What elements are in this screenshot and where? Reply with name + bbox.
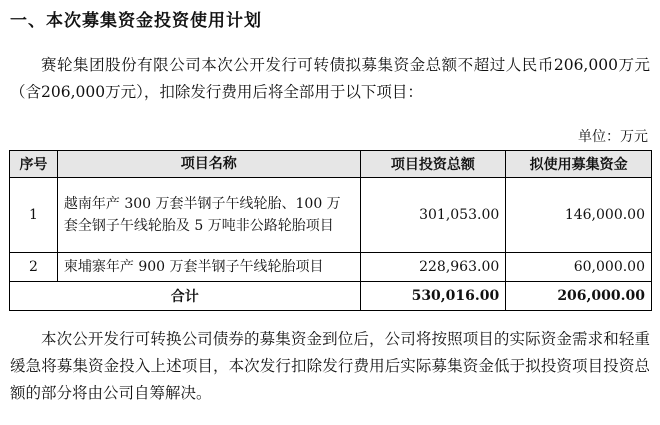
header-no: 序号 bbox=[10, 151, 58, 178]
row-total-investment: 228,963.00 bbox=[360, 253, 506, 282]
table-header-row bbox=[10, 151, 652, 178]
row-project-name: 越南年产 300 万套半钢子午线轮胎、100 万套全钢子午线轮胎及 5 万吨非公路轮胎项目 bbox=[57, 178, 360, 253]
total-row bbox=[10, 282, 652, 311]
total-raised-funds: 206,000.00 bbox=[506, 282, 652, 311]
intro-paragraph: 赛轮集团股份有限公司本次公开发行可转债拟募集资金总额不超过人民币206,000万元（含206,000万元），扣除发行费用后将全部用于以下项目： bbox=[10, 56, 650, 101]
row-raised-funds: 146,000.00 bbox=[506, 178, 652, 253]
closing-paragraph: 本次公开发行可转换公司债券的募集资金到位后，公司将按照项目的实际资金需求和轻重缓急将募集资金投入上述项目，本次发行扣除发行费用后实际募集资金低于拟投资项目投资总额的部分将由公司自筹解决。 bbox=[10, 330, 650, 402]
header-raised-funds: 拟使用募集资金 bbox=[506, 151, 652, 178]
total-label: 合计 bbox=[10, 282, 361, 311]
header-project-name: 项目名称 bbox=[57, 151, 360, 178]
row-total-investment: 301,053.00 bbox=[360, 178, 506, 253]
table-row bbox=[10, 178, 652, 253]
total-investment: 530,016.00 bbox=[360, 282, 506, 311]
row-raised-funds: 60,000.00 bbox=[506, 253, 652, 282]
row-no: 2 bbox=[10, 253, 58, 282]
unit-label: 单位：万元 bbox=[578, 129, 648, 145]
section-heading: 一、本次募集资金投资使用计划 bbox=[10, 11, 262, 31]
header-total-investment: 项目投资总额 bbox=[360, 151, 506, 178]
table-row bbox=[10, 253, 652, 282]
row-project-name: 柬埔寨年产 900 万套半钢子午线轮胎项目 bbox=[57, 253, 360, 282]
fund-usage-table bbox=[9, 150, 652, 311]
row-no: 1 bbox=[10, 178, 58, 253]
